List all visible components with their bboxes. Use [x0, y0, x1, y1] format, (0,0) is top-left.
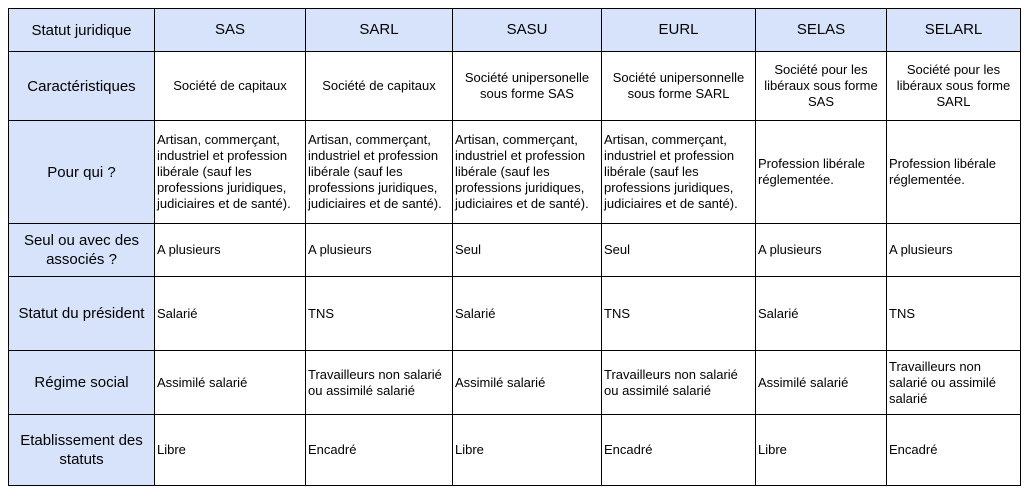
table-cell: Libre	[453, 415, 602, 486]
table-cell: Travailleurs non salarié ou assimilé salarié	[306, 351, 453, 415]
table-cell: Libre	[155, 415, 306, 486]
row-header-pour-qui: Pour qui ?	[9, 121, 155, 224]
table-cell: A plusieurs	[306, 224, 453, 277]
table-cell: A plusieurs	[155, 224, 306, 277]
table-cell: TNS	[306, 277, 453, 351]
header-row	[9, 9, 1021, 52]
row-header-regime-social: Régime social	[9, 351, 155, 415]
table-cell: Assimilé salarié	[756, 351, 887, 415]
table-cell: Seul	[453, 224, 602, 277]
table-cell: Salarié	[453, 277, 602, 351]
table-cell: Salarié	[155, 277, 306, 351]
table-cell: TNS	[602, 277, 756, 351]
table-row	[9, 277, 1021, 351]
table-row	[9, 415, 1021, 486]
legal-status-comparison-table	[8, 8, 1021, 486]
table-cell: Artisan, commerçant, industriel et profession libérale (sauf les professions juridiques, judiciaires et de santé).	[306, 121, 453, 224]
column-header-sas: SAS	[155, 9, 306, 52]
row-header-caracteristiques: Caractéristiques	[9, 52, 155, 121]
column-header-sarl: SARL	[306, 9, 453, 52]
row-header-etablissement-statuts: Etablissement des statuts	[9, 415, 155, 486]
table-cell: A plusieurs	[887, 224, 1021, 277]
column-header-sasu: SASU	[453, 9, 602, 52]
table-cell: Société unipersonelle sous forme SAS	[453, 52, 602, 121]
table-cell: Seul	[602, 224, 756, 277]
table-cell: Assimilé salarié	[155, 351, 306, 415]
column-header-selarl: SELARL	[887, 9, 1021, 52]
table-cell: Libre	[756, 415, 887, 486]
table-cell: Encadré	[306, 415, 453, 486]
table-cell: Encadré	[602, 415, 756, 486]
table-cell: Encadré	[887, 415, 1021, 486]
table-cell: Profession libérale réglementée.	[756, 121, 887, 224]
table-cell: Artisan, commerçant, industriel et profession libérale (sauf les professions juridiques, judiciaires et de santé).	[155, 121, 306, 224]
row-header-statut-president: Statut du président	[9, 277, 155, 351]
comparison-table-container	[8, 8, 1021, 486]
table-row	[9, 224, 1021, 277]
row-header-seul-ou-associes: Seul ou avec des associés ?	[9, 224, 155, 277]
table-cell: Travailleurs non salarié ou assimilé salarié	[887, 351, 1021, 415]
table-cell: Société unipersonnelle sous forme SARL	[602, 52, 756, 121]
table-cell: Profession libérale réglementée.	[887, 121, 1021, 224]
table-row	[9, 351, 1021, 415]
table-cell: A plusieurs	[756, 224, 887, 277]
table-cell: Assimilé salarié	[453, 351, 602, 415]
header-corner-cell: Statut juridique	[9, 9, 155, 52]
table-cell: Artisan, commerçant, industriel et profession libérale (sauf les professions juridiques, judiciaires et de santé).	[453, 121, 602, 224]
table-cell: Travailleurs non salarié ou assimilé salarié	[602, 351, 756, 415]
table-cell: Société pour les libéraux sous forme SARL	[887, 52, 1021, 121]
column-header-eurl: EURL	[602, 9, 756, 52]
table-cell: Société de capitaux	[155, 52, 306, 121]
table-row	[9, 121, 1021, 224]
column-header-selas: SELAS	[756, 9, 887, 52]
table-cell: Salarié	[756, 277, 887, 351]
table-row	[9, 52, 1021, 121]
table-cell: Artisan, commerçant, industriel et profession libérale (sauf les professions juridiques, judiciaires et de santé).	[602, 121, 756, 224]
table-cell: Société de capitaux	[306, 52, 453, 121]
table-cell: TNS	[887, 277, 1021, 351]
table-cell: Société pour les libéraux sous forme SAS	[756, 52, 887, 121]
